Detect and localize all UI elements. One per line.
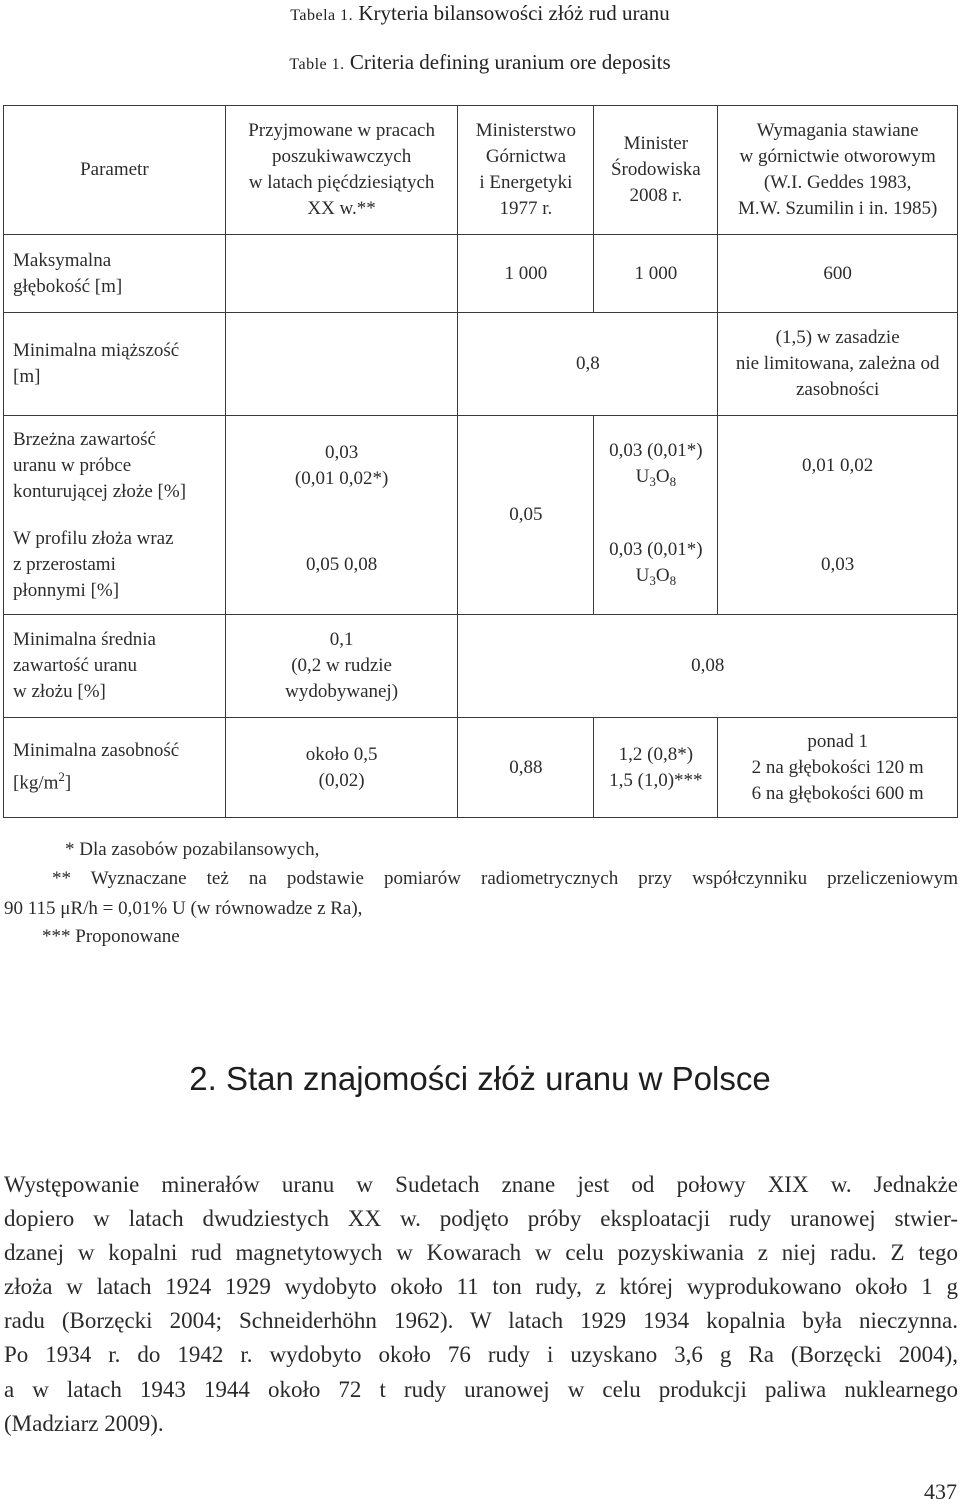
paragraph-line: złoża w latach 1924 1929 wydobyto około 11 ton rudy, z której wyprodukowano około 1 g xyxy=(4,1274,958,1300)
cell-thickness-1977-2008: 0,8 xyxy=(458,313,718,416)
cell-edge-1950s: 0,03 (0,01 0,02*) xyxy=(225,416,458,517)
paragraph-line: dopiero w latach dwudziestych XX w. podjęto próby eksploatacji rudy uranowej stwier- xyxy=(4,1206,958,1232)
footnote-2: ** Wyznaczane też na podstawie pomiarów radiometrycznych przy współczynniku przeliczeniowym xyxy=(52,868,958,889)
paragraph-line: a w latach 1943 1944 około 72 t rudy uranowej w celu produkcji paliwa nuklearnego xyxy=(4,1376,958,1402)
cell-grade-merged: 0,08 xyxy=(458,615,958,718)
row-label-edge-content: Brzeżna zawartość uranu w próbce konturującej złoże [%] xyxy=(4,416,226,517)
caption-english-text: Criteria defining uranium ore deposits xyxy=(349,50,671,74)
cell-edge-2008: 0,03 (0,01*) $U_3O_8$ xyxy=(594,416,718,517)
row-label-profile: W profilu złoża wraz z przerostami płonnymi [%] xyxy=(4,517,226,615)
table-row xyxy=(4,615,958,718)
paragraph-line: Występowanie minerałów uranu w Sudetach znane jest od połowy XIX w. Jednakże xyxy=(4,1172,958,1197)
header-borehole-mining: Wymagania stawiane w górnictwie otworowym (W.I. Geddes 1983, M.W. Szumilin i in. 1985) xyxy=(718,106,958,235)
cell-reserve-1977: 0,88 xyxy=(458,718,594,818)
caption-polish xyxy=(0,1,960,26)
cell-grade-1950s: 0,1 (0,2 w rudzie wydobywanej) xyxy=(225,615,458,718)
footnote-2-continued: 90 115 μR/h = 0,01% U (w równowadze z Ra), xyxy=(4,898,363,919)
table-row xyxy=(4,416,958,517)
header-1950s: Przyjmowane w pracach poszukiwawczych w latach pięćdziesiątych XX w.** xyxy=(225,106,458,235)
cell-reserve-borehole: ponad 1 2 na głębokości 120 m 6 na głębokości 600 m xyxy=(718,718,958,818)
cell-depth-2008: 1 000 xyxy=(594,235,718,313)
caption-english-label: Table 1. xyxy=(289,56,345,73)
table-row xyxy=(4,235,958,313)
oxide-formula: $U_3O_8$ xyxy=(635,564,677,588)
cell-thickness-1950s xyxy=(225,313,458,416)
criteria-table xyxy=(3,105,958,818)
header-ministry-1977: Ministerstwo Górnictwa i Energetyki 1977 r. xyxy=(458,106,594,235)
cell-depth-1977: 1 000 xyxy=(458,235,594,313)
row-label-min-grade: Minimalna średnia zawartość uranu w złożu [%] xyxy=(4,615,226,718)
paragraph-line: dzanej w kopalni rud magnetytowych w Kowarach w celu pozyskiwania z niej radu. Z tego xyxy=(4,1240,958,1266)
cell-reserve-1950s: około 0,5 (0,02) xyxy=(225,718,458,818)
table-row xyxy=(4,718,958,818)
cell-profile-1950s: 0,05 0,08 xyxy=(225,517,458,615)
footnote-3: *** Proponowane xyxy=(42,926,180,947)
cell-thickness-borehole: (1,5) w zasadzie nie limitowana, zależna od zasobności xyxy=(718,313,958,416)
footnote-1: * Dla zasobów pozabilansowych, xyxy=(65,839,320,860)
cell-profile-2008: 0,03 (0,01*) $U_3O_8$ xyxy=(594,517,718,615)
page-number: 437 xyxy=(924,1479,957,1504)
row-label-depth: Maksymalna głębokość [m] xyxy=(4,235,226,313)
cell-edge-profile-1977: 0,05 xyxy=(458,416,594,615)
row-label-thickness: Minimalna miąższość [m] xyxy=(4,313,226,416)
cell-depth-borehole: 600 xyxy=(718,235,958,313)
body-paragraph xyxy=(4,1168,958,1441)
row-label-min-reserve: Minimalna zasobność $[kg/m^2]$ xyxy=(4,718,226,818)
paragraph-line: radu (Borzęcki 2004; Schneiderhöhn 1962). W latach 1929 1934 kopalnia była nieczynna. xyxy=(4,1308,958,1334)
header-parametr: Parametr xyxy=(4,106,226,235)
table-header-row xyxy=(4,106,958,235)
caption-polish-text: Kryteria bilansowości złóż rud uranu xyxy=(358,1,670,25)
section-heading: 2. Stan znajomości złóż uranu w Polsce xyxy=(189,1060,771,1097)
cell-depth-1950s xyxy=(225,235,458,313)
oxide-formula: $U_3O_8$ xyxy=(635,465,677,489)
table-row xyxy=(4,313,958,416)
cell-profile-borehole: 0,03 xyxy=(718,517,958,615)
cell-edge-borehole: 0,01 0,02 xyxy=(718,416,958,517)
caption-polish-label: Tabela 1. xyxy=(290,7,354,24)
cell-reserve-2008: 1,2 (0,8*) 1,5 (1,0)*** xyxy=(594,718,718,818)
caption-english xyxy=(0,50,960,75)
header-minister-2008: Minister Środowiska 2008 r. xyxy=(594,106,718,235)
paragraph-line: (Madziarz 2009). xyxy=(4,1410,164,1436)
paragraph-line: Po 1934 r. do 1942 r. wydobyto około 76 rudy i uzyskano 3,6 g Ra (Borzęcki 2004), xyxy=(4,1342,958,1368)
